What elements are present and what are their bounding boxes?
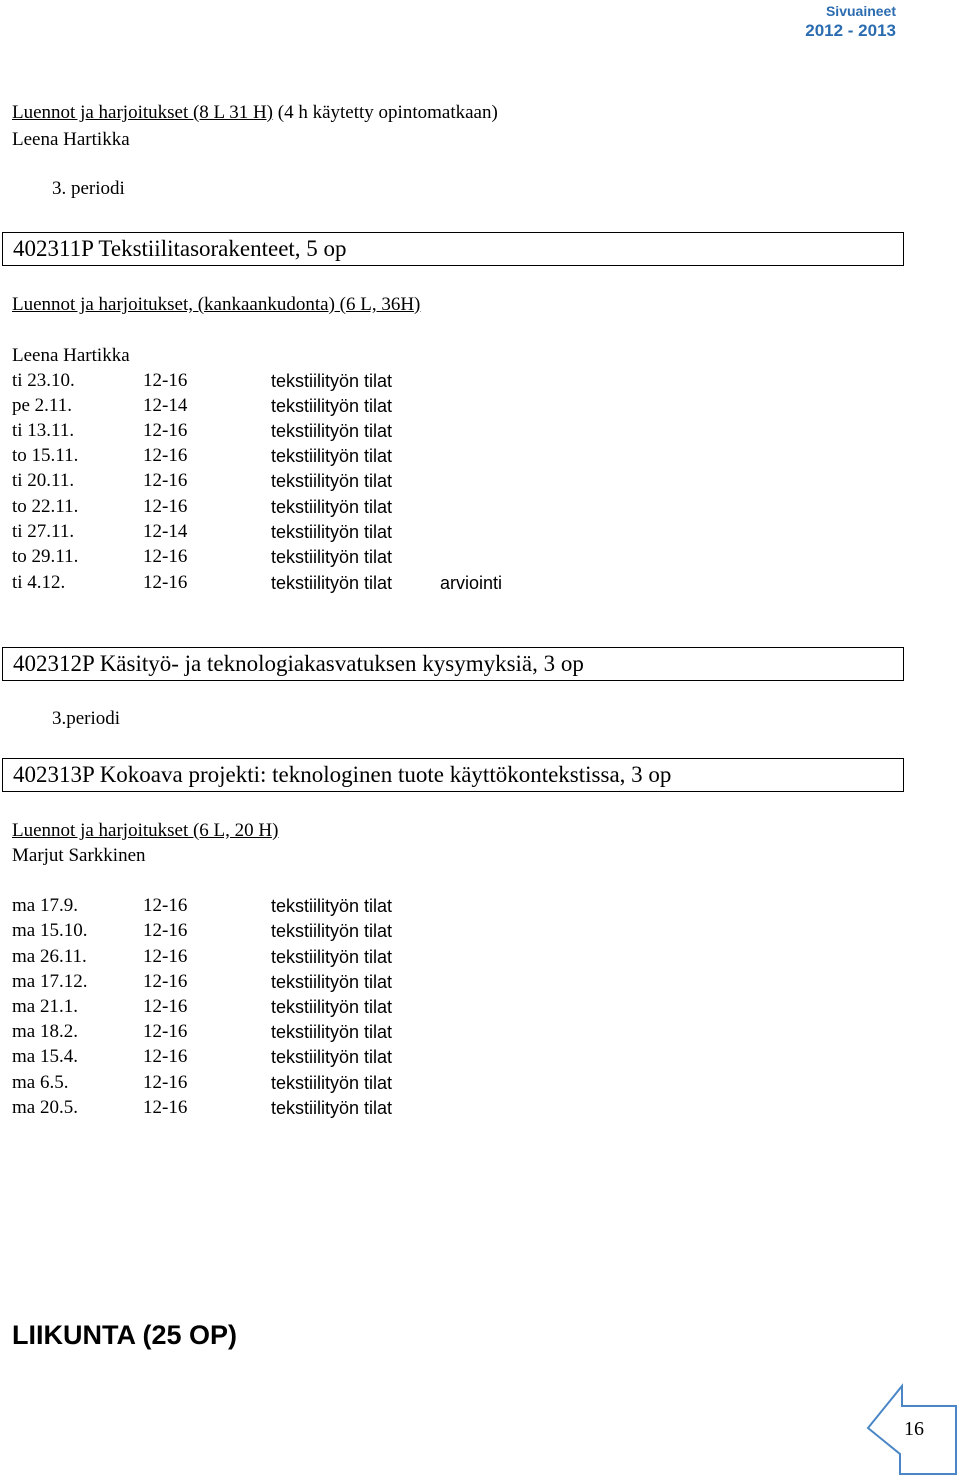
schedule-time: 12-16 — [143, 1072, 188, 1093]
schedule-place: tekstiilityön tilat — [271, 997, 393, 1017]
course1-title: 402311P Tekstiilitasorakenteet, 5 op — [13, 236, 347, 261]
schedule-time: 12-16 — [143, 895, 188, 916]
section-heading: LIIKUNTA (25 OP) — [12, 1320, 238, 1350]
schedule-place: tekstiilityön tilat — [271, 1073, 393, 1093]
schedule-date: ti 4.12. — [12, 572, 66, 593]
schedule-date: ti 20.11. — [12, 470, 75, 491]
schedule-time: 12-16 — [143, 420, 188, 441]
schedule-time: 12-16 — [143, 920, 188, 941]
course1-lectures: Luennot ja harjoitukset, (kankaankudonta) (6 L, 36H) — [12, 294, 421, 315]
schedule-time: 12-16 — [143, 445, 188, 466]
course3-lectures: Luennot ja harjoitukset (6 L, 20 H) — [12, 820, 279, 841]
intro-course-note: (4 h käytetty opintomatkaan) — [273, 102, 498, 123]
course1-teacher: Leena Hartikka — [12, 345, 130, 366]
schedule-place: tekstiilityön tilat — [271, 1098, 393, 1118]
schedule-time: 12-16 — [143, 1046, 188, 1067]
schedule-place: tekstiilityön tilat — [271, 446, 393, 466]
course3-teacher: Marjut Sarkkinen — [12, 845, 146, 866]
schedule-place: tekstiilityön tilat — [271, 1022, 393, 1042]
schedule-date: to 29.11. — [12, 546, 79, 567]
schedule-place: tekstiilityön tilat — [271, 972, 393, 992]
schedule-date: ma 18.2. — [12, 1021, 78, 1042]
course3-title-box — [2, 758, 904, 792]
schedule-time: 12-16 — [143, 572, 188, 593]
course2-title-box — [2, 647, 904, 681]
schedule-date: ma 20.5. — [12, 1097, 78, 1118]
schedule-place: tekstiilityön tilat — [271, 547, 393, 567]
schedule-time: 12-14 — [143, 395, 188, 416]
intro-period: 3. periodi — [52, 178, 125, 199]
schedule-date: ti 23.10. — [12, 370, 75, 391]
schedule-time: 12-16 — [143, 1097, 188, 1118]
schedule-place: tekstiilityön tilat — [271, 396, 393, 416]
schedule-date: ma 15.10. — [12, 920, 88, 941]
page-number-badge — [864, 1382, 960, 1478]
course2-period: 3.periodi — [52, 708, 121, 729]
schedule-place: tekstiilityön tilat — [271, 371, 393, 391]
schedule-place: tekstiilityön tilat — [271, 896, 393, 916]
schedule-date: ma 21.1. — [12, 996, 78, 1017]
schedule-place: tekstiilityön tilat — [271, 573, 393, 593]
schedule-time: 12-16 — [143, 496, 188, 517]
schedule-place: tekstiilityön tilat — [271, 522, 393, 542]
course2-title: 402312P Käsityö- ja teknologiakasvatuksen kysymyksiä, 3 op — [13, 651, 584, 676]
schedule-date: to 15.11. — [12, 445, 79, 466]
course1-title-box — [2, 232, 904, 266]
schedule-place: tekstiilityön tilat — [271, 421, 393, 441]
schedule-date: ma 15.4. — [12, 1046, 78, 1067]
schedule-time: 12-16 — [143, 546, 188, 567]
schedule-time: 12-16 — [143, 946, 188, 967]
schedule-date: ma 6.5. — [12, 1072, 69, 1093]
intro-teacher: Leena Hartikka — [12, 129, 130, 150]
schedule-date: pe 2.11. — [12, 395, 72, 416]
intro-course-underlined: Luennot ja harjoitukset (8 L 31 H) — [12, 102, 274, 123]
schedule-place: tekstiilityön tilat — [271, 1047, 393, 1067]
page-number: 16 — [904, 1418, 924, 1440]
schedule-time: 12-16 — [143, 971, 188, 992]
page-header — [805, 2, 896, 42]
schedule-date: to 22.11. — [12, 496, 79, 517]
schedule-note: arviointi — [440, 573, 503, 593]
schedule-place: tekstiilityön tilat — [271, 921, 393, 941]
schedule-date: ti 27.11. — [12, 521, 75, 542]
schedule-time: 12-16 — [143, 1021, 188, 1042]
schedule-place: tekstiilityön tilat — [271, 947, 393, 967]
schedule-date: ti 13.11. — [12, 420, 75, 441]
schedule-time: 12-16 — [143, 470, 188, 491]
schedule-time: 12-16 — [143, 996, 188, 1017]
schedule-time: 12-14 — [143, 521, 188, 542]
header-line1: Sivuaineet — [825, 3, 896, 19]
schedule-date: ma 17.9. — [12, 895, 78, 916]
schedule-place: tekstiilityön tilat — [271, 497, 393, 517]
header-line2: 2012 - 2013 — [805, 21, 896, 40]
intro-course-line — [12, 101, 498, 125]
course3-title: 402313P Kokoava projekti: teknologinen tuote käyttökontekstissa, 3 op — [13, 762, 672, 787]
schedule-date: ma 26.11. — [12, 946, 87, 967]
schedule-date: ma 17.12. — [12, 971, 88, 992]
schedule-place: tekstiilityön tilat — [271, 471, 393, 491]
schedule-time: 12-16 — [143, 370, 188, 391]
